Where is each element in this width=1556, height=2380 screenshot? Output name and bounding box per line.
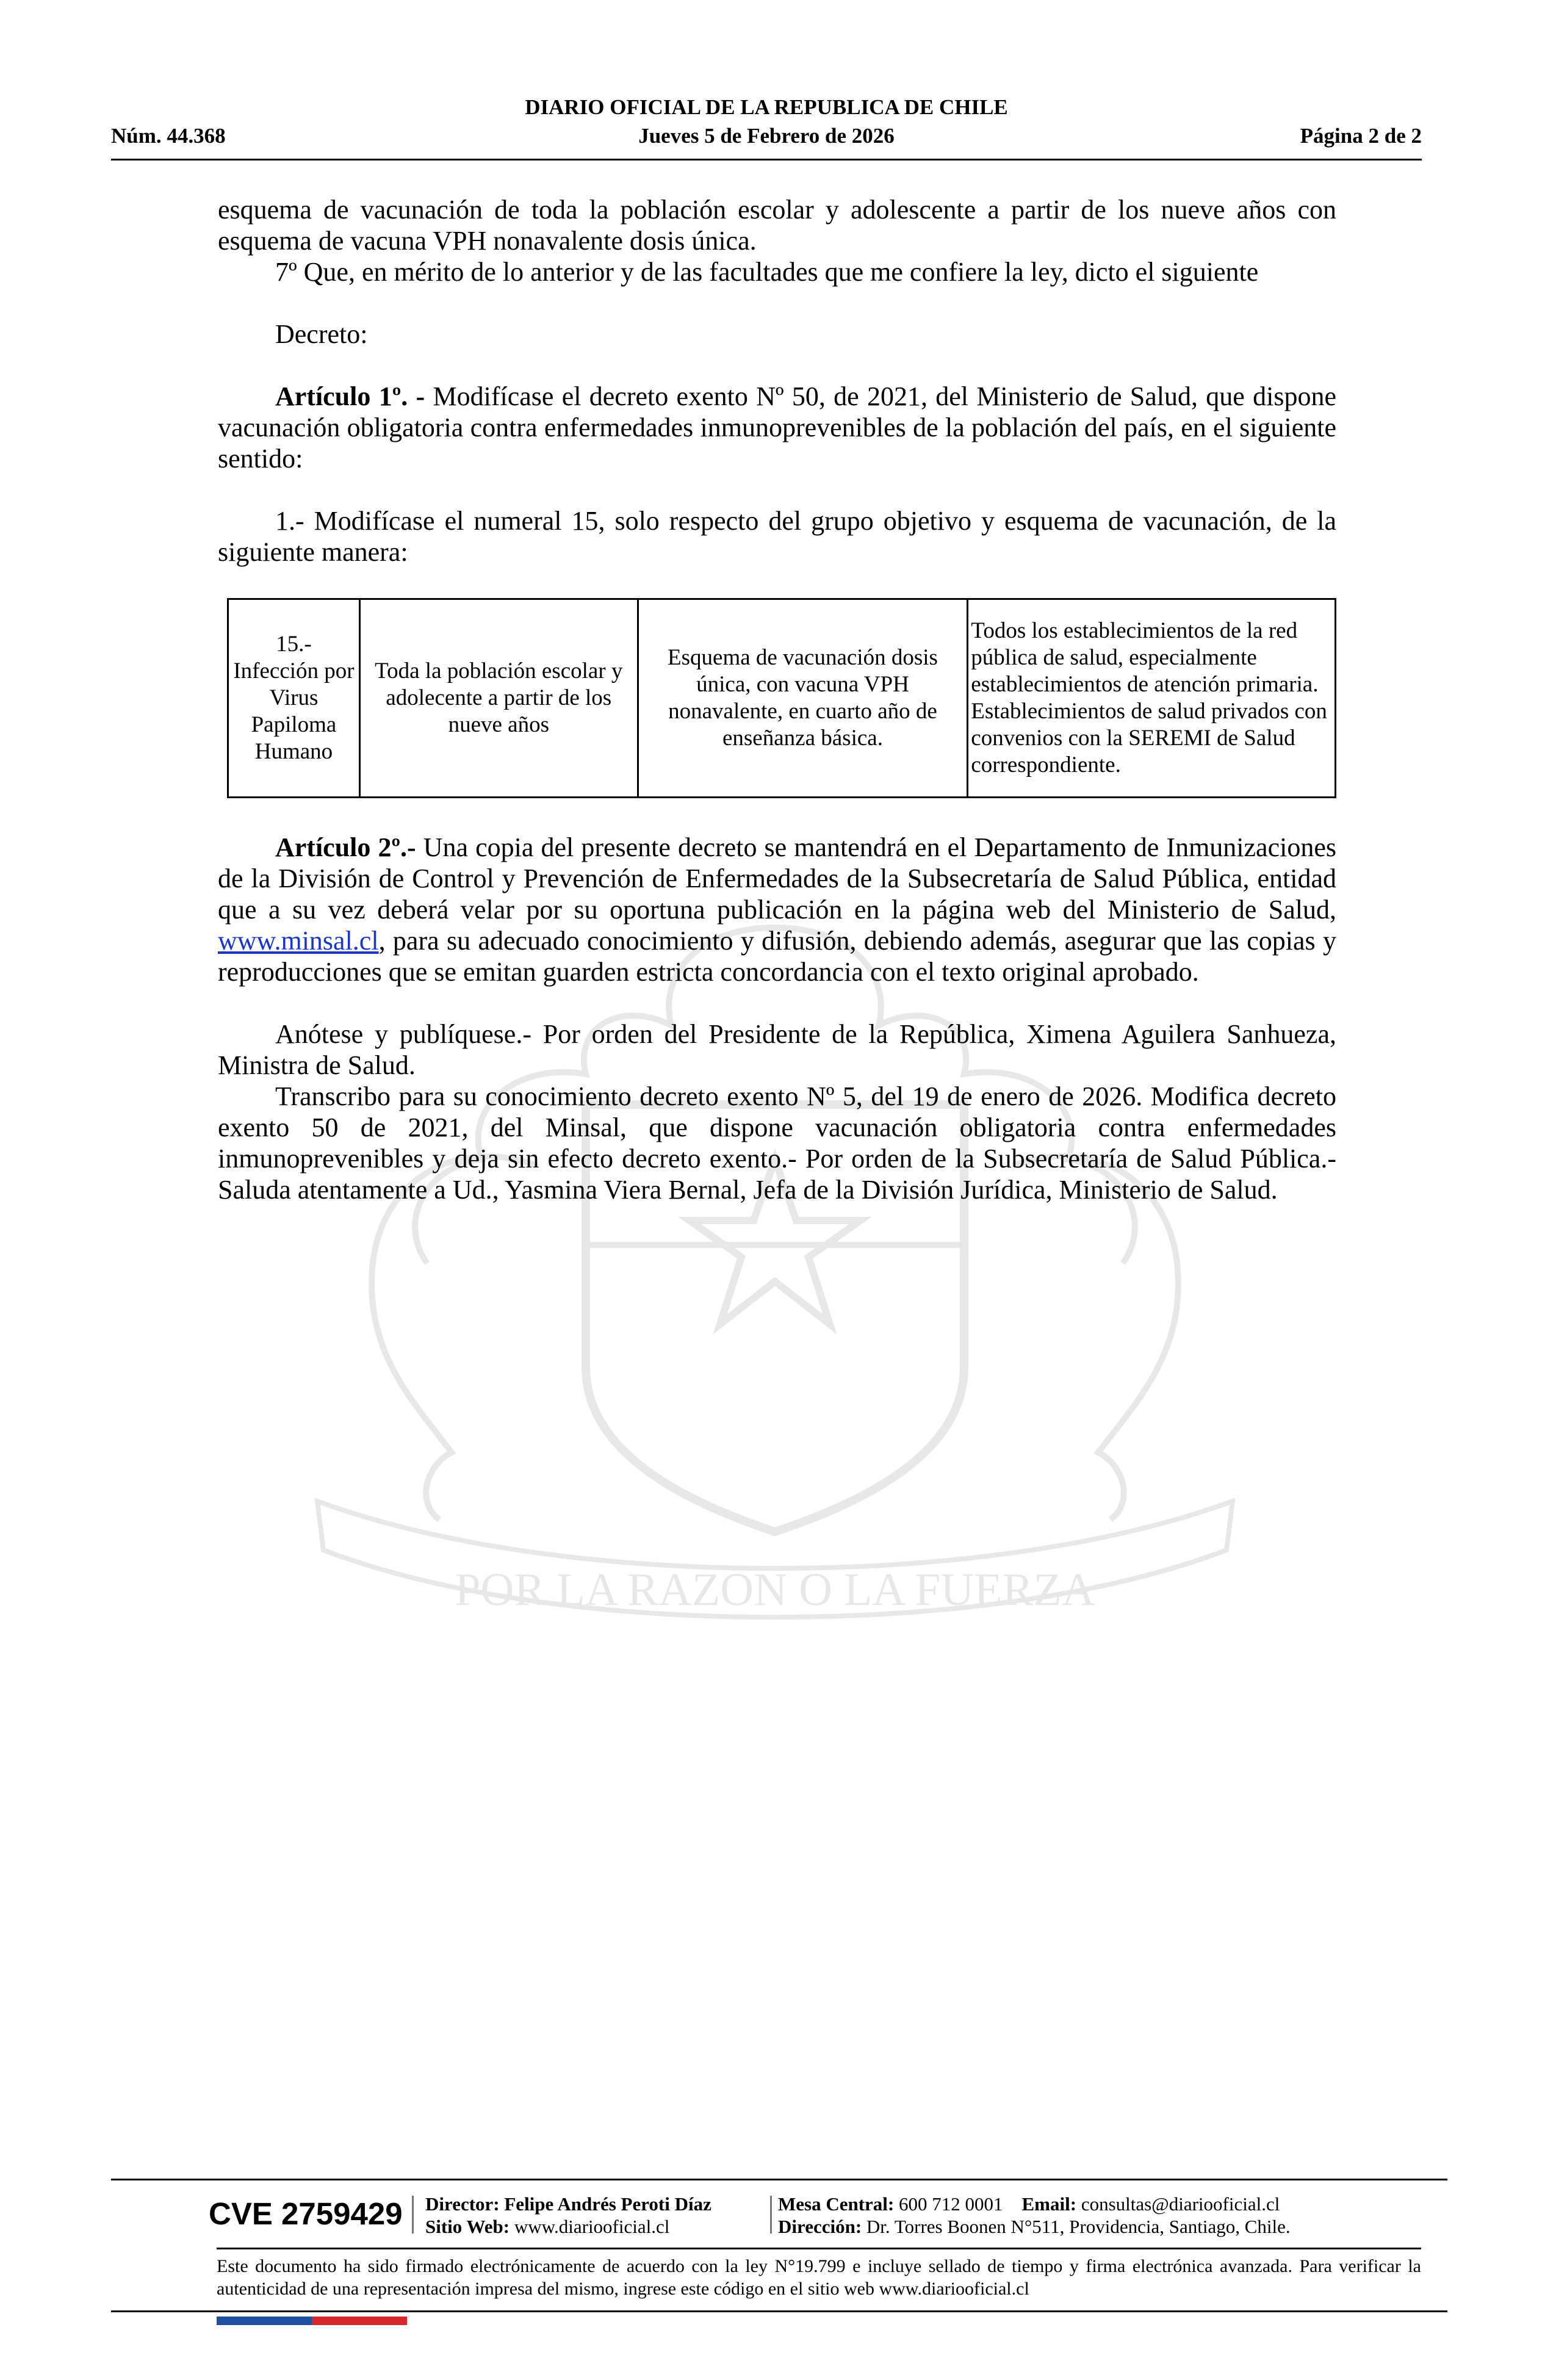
paragraph: esquema de vacunación de toda la población escolar y adolescente a partir de los nueve años con esquema de vacuna VPH nonavalente dosis única. [218, 195, 1336, 256]
paragraph: 1.- Modifícase el numeral 15, solo respecto del grupo objetivo y esquema de vacunación, de la siguiente manera: [218, 506, 1336, 567]
article-1-text: Modifícase el decreto exento Nº 50, de 2021, del Ministerio de Salud, que dispone vacunación obligatoria contra enfermedades inmunoprevenibles de la población del país, en el siguiente sentido: [218, 381, 1336, 474]
article-1-label: Artículo 1º. - [275, 381, 425, 411]
article-2-text-b: , para su adecuado conocimiento y difusión, debiendo además, asegurar que las copias y reproducciones que se emitan guarden estricta concordancia con el texto original aprobado. [218, 926, 1336, 987]
paragraph: Anótese y publíquese.- Por orden del Presidente de la República, Ximena Aguilera Sanhueza, Ministra de Salud. [218, 1019, 1336, 1080]
address-value: Dr. Torres Boonen N°511, Providencia, Santiago, Chile. [866, 2216, 1291, 2237]
page-footer [111, 2179, 1447, 2325]
table-cell-scheme: Esquema de vacunación dosis única, con vacuna VPH nonavalente, en cuarto año de enseñanza básica. [638, 599, 968, 798]
phone-value: 600 712 0001 [899, 2193, 1003, 2215]
article-2-label: Artículo 2º.- [275, 832, 416, 862]
paragraph: Transcribo para su conocimiento decreto exento Nº 5, del 19 de enero de 2026. Modifica decreto exento 50 de 2021, del Minsal, que dispone vacunación obligatoria contra enfermedades inmunoprevenibles y deja sin efecto decreto exento.- Por orden de la Subsecretaría de Salud Pública.- Saluda atentamente a Ud., Yasmina Viera Bernal, Jefa de la División Jurídica, Ministerio de Salud. [218, 1081, 1336, 1205]
cve-code: CVE 2759429 [209, 2196, 403, 2231]
article-2-text-a: Una copia del presente decreto se mantendrá en el Departamento de Inmunizaciones de la División de Control y Prevención de Enfermedades de la Subsecretaría de Salud Pública, entidad que a su vez deberá velar por su oportuna publicación en la página web del Ministerio de Salud, [218, 832, 1336, 925]
article-1 [218, 381, 1336, 474]
establishments-private: Establecimientos de salud privados con convenios con la SEREMI de Salud correspondiente. [971, 699, 1327, 777]
address-label: Dirección: [778, 2216, 862, 2237]
director-line [425, 2193, 711, 2215]
table-cell-target-group: Toda la población escolar y adolecente a partir de los nueve años [359, 599, 638, 798]
establishments-public: Todos los establecimientos de la red pública de salud, especialmente establecimientos de atención primaria. [971, 618, 1319, 697]
flag-bar-red [312, 2317, 407, 2325]
email-label: Email: [1021, 2193, 1077, 2215]
paragraph: 7º Que, en mérito de lo anterior y de las facultades que me confiere la ley, dicto el siguiente [275, 257, 1259, 287]
decree-heading: Decreto: [275, 319, 368, 349]
email-value[interactable]: consultas@diariooficial.cl [1081, 2193, 1280, 2215]
director-label: Director: [425, 2193, 500, 2215]
minsal-link[interactable]: www.minsal.cl [218, 926, 379, 956]
publication-title: DIARIO OFICIAL DE LA REPUBLICA DE CHILE [525, 95, 1008, 119]
website-value[interactable]: www.diariooficial.cl [514, 2216, 670, 2237]
flag-bar-blue [217, 2317, 312, 2325]
footer-rule [111, 2179, 1447, 2180]
page-number: Página 2 de 2 [1300, 124, 1422, 148]
vaccination-table [227, 598, 1336, 798]
footer-rule [111, 2310, 1447, 2312]
issue-date: Jueves 5 de Febrero de 2026 [638, 124, 895, 148]
issue-number: Núm. 44.368 [111, 124, 226, 148]
table-cell-establishments [968, 599, 1336, 798]
director-name: Felipe Andrés Peroti Díaz [504, 2193, 711, 2215]
watermark-motto: POR LA RAZON O LA FUERZA [455, 1564, 1095, 1615]
footer-divider [770, 2196, 772, 2234]
website-label: Sitio Web: [425, 2216, 510, 2237]
address-line [778, 2215, 1291, 2238]
page-header [111, 95, 1422, 160]
footer-rule [217, 2248, 1421, 2249]
document-body [218, 194, 1336, 1205]
table-row [228, 599, 1336, 798]
contact-line [778, 2193, 1280, 2215]
table-cell-disease: 15.- Infección por Virus Papiloma Humano [228, 599, 360, 798]
legal-notice: Este documento ha sido firmado electrónicamente de acuerdo con la ley N°19.799 e incluye sellado de tiempo y firma electrónica avanzada. Para verificar la autenticidad de una representación impresa del mismo, ingrese este código en el sitio web www.diariooficial.cl [217, 2256, 1421, 2299]
footer-divider [412, 2196, 414, 2234]
article-2 [218, 832, 1336, 987]
website-line [425, 2215, 669, 2238]
phone-label: Mesa Central: [778, 2193, 895, 2215]
